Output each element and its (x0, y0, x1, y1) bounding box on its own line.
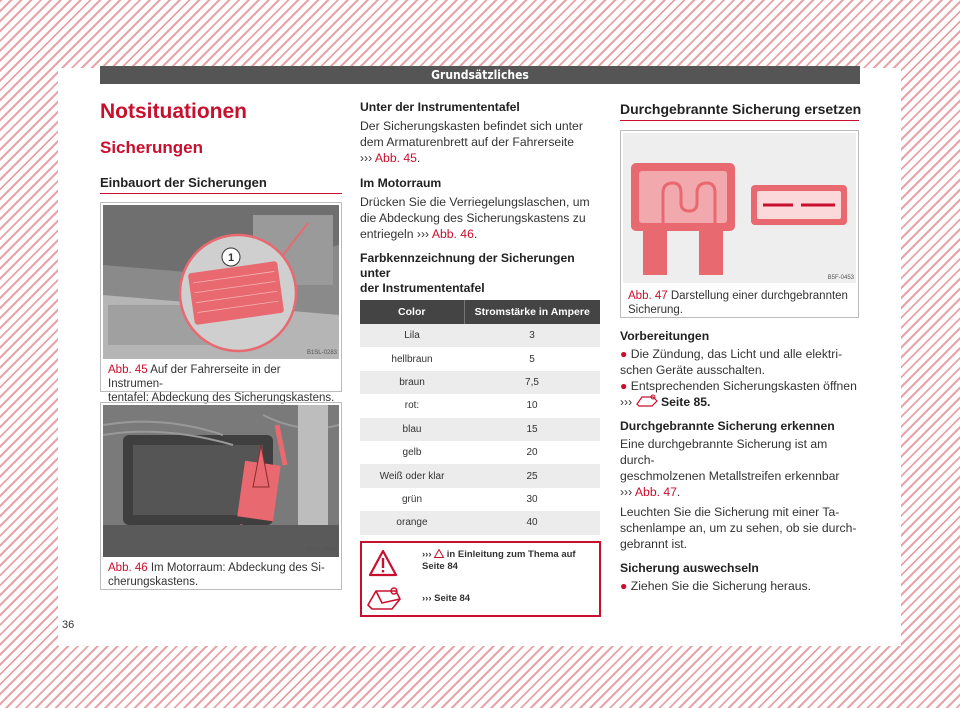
heading-motorraum: Im Motorraum (360, 176, 442, 190)
table-cell: 25 (464, 464, 600, 487)
warning-text (422, 549, 576, 573)
figure-number: Abb. 46 (108, 562, 148, 574)
caption-line-1: Darstellung einer durchgebrannten (670, 290, 848, 302)
topic-underline (100, 193, 342, 194)
heading-farbkennzeichnung (360, 251, 600, 296)
reference-page: Seite 84 (434, 593, 471, 604)
table-row (360, 464, 600, 487)
topic-title-einbauort: Einbauort der Sicherungen (100, 175, 267, 190)
caption-line-2: cherungskastens. (108, 576, 199, 588)
warning-triangle-icon (368, 549, 398, 577)
link-abb-46[interactable]: Abb. 46 (431, 227, 474, 241)
table-row (360, 441, 600, 464)
table-row (360, 394, 600, 417)
text-line: schenlampe an, um zu sehen, ob sie durch- (620, 521, 857, 535)
table-cell: 15 (464, 418, 600, 441)
table-row (360, 511, 600, 534)
text-line: schen Geräte ausschalten. (620, 363, 765, 377)
fuse-box-engine-bay-image (103, 405, 339, 557)
table-row (360, 418, 600, 441)
figure-caption (108, 561, 338, 589)
text-line: der Instrumententafel (360, 281, 485, 295)
text-line: . (676, 485, 681, 499)
fuse-color-table (360, 300, 600, 535)
cross-ref-arrow: ››› (422, 593, 432, 604)
caption-line-1: Auf der Fahrerseite in der Instrumen- (108, 364, 281, 390)
table-row (360, 488, 600, 511)
bullet-item (620, 346, 862, 378)
text-line: Leuchten Sie die Sicherung mit einer Ta- (620, 505, 840, 519)
warning-line-1: in Einleitung zum Thema auf (446, 549, 576, 560)
text-line: Farbkennzeichnung der Sicherungen unter (360, 251, 575, 280)
table-cell: 5 (464, 347, 600, 370)
caption-line-2: Sicherung. (628, 304, 683, 316)
text-line: Ziehen Sie die Sicherung heraus. (630, 579, 811, 593)
figure-number: Abb. 45 (108, 364, 148, 376)
section-title-notsituationen: Notsituationen (100, 100, 247, 123)
paragraph (620, 436, 862, 500)
blown-fuse-illustration (623, 133, 856, 283)
text-line: entriegeln (360, 227, 414, 241)
figure-caption (628, 289, 856, 317)
warning-line-2: Seite 84 (422, 561, 458, 572)
table-cell: rot: (360, 394, 464, 417)
link-abb-45[interactable]: Abb. 45 (374, 151, 417, 165)
table-header-row (360, 300, 600, 324)
reference-text[interactable] (422, 593, 470, 604)
table-cell: grün (360, 488, 464, 511)
cross-ref-arrow: ››› (620, 485, 633, 499)
table-cell: 30 (464, 488, 600, 511)
heading-instrumententafel: Unter der Instrumententafel (360, 100, 520, 114)
paragraph (620, 504, 862, 552)
bullet-item (620, 378, 862, 410)
table-row (360, 371, 600, 394)
bullet-icon: ● (620, 347, 628, 361)
text-line: Drücken Sie die Verriegelungslaschen, um (360, 195, 590, 209)
table-cell: 10 (464, 394, 600, 417)
warning-box (360, 541, 601, 617)
table-cell: Weiß oder klar (360, 464, 464, 487)
cross-ref-arrow: ››› (620, 395, 633, 409)
bullet-icon: ● (620, 579, 628, 593)
column-header-color: Color (360, 300, 464, 324)
table-cell: orange (360, 511, 464, 534)
table-cell: 20 (464, 441, 600, 464)
text-line: dem Armaturenbrett auf der Fahrerseite (360, 135, 575, 149)
bullet-icon: ● (620, 379, 628, 393)
figure-code: B1SL-0283 (306, 350, 337, 356)
text-line: Entsprechenden Sicherungskasten öffnen (630, 379, 857, 393)
fuse-box-dashboard-image (103, 205, 339, 359)
text-line: . (416, 151, 421, 165)
figure-code: B1SL-0284 (306, 547, 337, 553)
cross-ref-arrow: ››› (422, 549, 432, 560)
table-cell: gelb (360, 441, 464, 464)
figure-46 (100, 402, 342, 590)
text-line: Der Sicherungskasten befindet sich unter (360, 119, 583, 133)
paragraph-2 (360, 194, 600, 242)
warning-triangle-small-icon (434, 549, 444, 558)
heading-auswechseln: Sicherung auswechseln (620, 561, 759, 575)
text-line: Die Zündung, das Licht und alle elektri- (630, 347, 843, 361)
subsection-title-sicherungen: Sicherungen (100, 138, 203, 157)
text-line: geschmolzenen Metallstreifen erkennbar (620, 469, 840, 483)
table-cell: braun (360, 371, 464, 394)
paragraph-1 (360, 118, 600, 166)
text-line: die Abdeckung des Sicherungskastens zu (360, 211, 586, 225)
figure-47 (620, 130, 859, 318)
table-cell: 3 (464, 324, 600, 347)
figure-caption (108, 363, 338, 405)
heading-vorbereitungen: Vorbereitungen (620, 329, 710, 343)
cross-ref-arrow: ››› (360, 151, 373, 165)
table-cell: Lila (360, 324, 464, 347)
manual-book-icon (366, 585, 402, 611)
table-row (360, 324, 600, 347)
link-abb-47[interactable]: Abb. 47 (634, 485, 677, 499)
table-cell: 7,5 (464, 371, 600, 394)
section-underline (620, 120, 859, 121)
bullet-item (620, 578, 862, 594)
heading-erkennen: Durchgebrannte Sicherung erkennen (620, 419, 835, 433)
table-cell: 40 (464, 511, 600, 534)
chapter-header: Grundsätzliches (100, 66, 860, 84)
text-line: gebrannt ist. (620, 537, 688, 551)
caption-line-1: Im Motorraum: Abdeckung des Si- (150, 562, 325, 574)
page-number: 36 (62, 619, 75, 631)
section-title-replace-fuse: Durchgebrannte Sicherung ersetzen (620, 101, 862, 117)
table-cell: blau (360, 418, 464, 441)
manual-book-small-icon (636, 394, 658, 407)
text-line: Eine durchgebrannte Sicherung ist am durch- (620, 437, 828, 467)
link-seite-85[interactable]: Seite 85. (660, 395, 711, 409)
column-header-ampere: Stromstärke in Ampere (464, 300, 600, 324)
figure-number: Abb. 47 (628, 290, 668, 302)
middle-text (360, 99, 600, 296)
table-cell: hellbraun (360, 347, 464, 370)
figure-marker-1: 1 (227, 252, 235, 264)
figure-code: B5F-0453 (827, 275, 854, 281)
text-line: . (473, 227, 478, 241)
table-row (360, 347, 600, 370)
cross-ref-arrow: ››› (416, 227, 430, 241)
figure-45 (100, 202, 342, 404)
right-text (620, 328, 862, 594)
caption-line-2: tentafel: Abdeckung des Sicherungskastens. (108, 392, 335, 404)
